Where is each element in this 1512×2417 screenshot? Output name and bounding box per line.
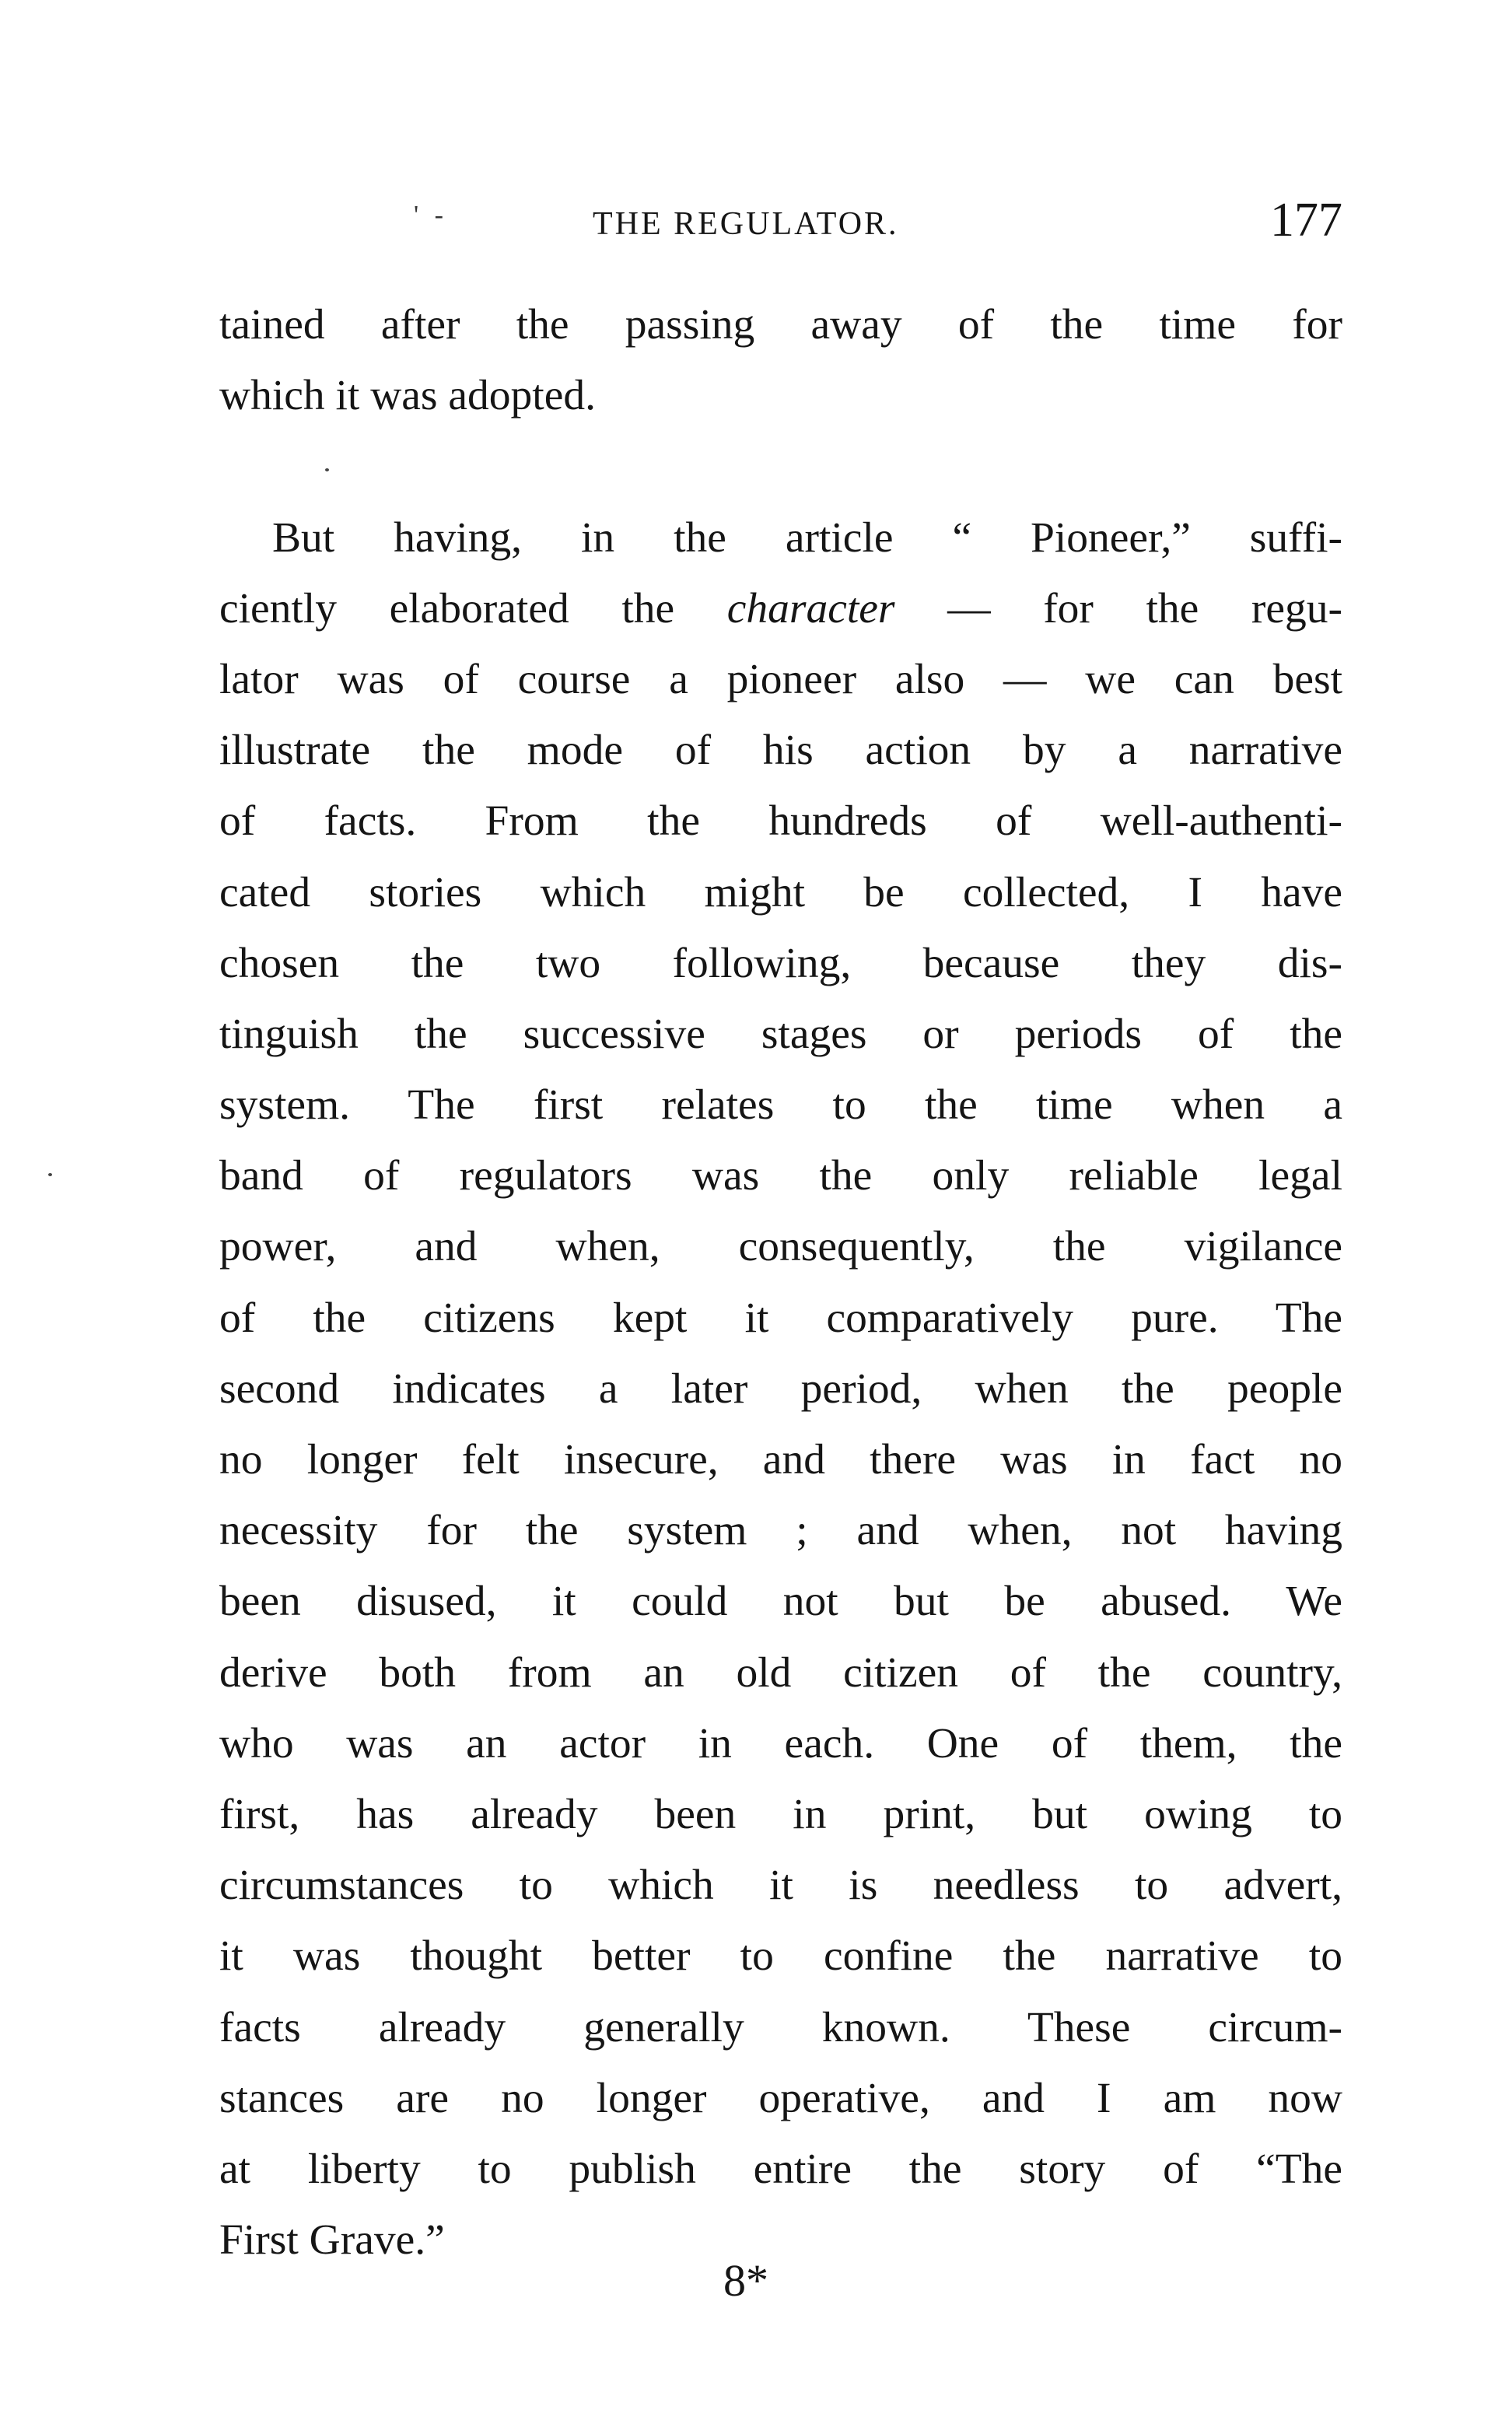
text-line: derive both from an old citizen of the country, [219, 1648, 1342, 1697]
text-line: been disused, it could not but be abused. We [219, 1578, 1342, 1626]
text-line: power, and when, consequently, the vigilance [219, 1223, 1342, 1271]
text-line: But having, in the article “ Pioneer,” suffi- [272, 513, 1342, 562]
text-line: system. The first relates to the time when a [219, 1081, 1342, 1130]
paragraph-2 [219, 503, 1342, 2276]
text-line: cated stories which might be collected, I have [219, 868, 1342, 916]
paragraph-gap [219, 431, 1342, 502]
text-line: lator was of course a pioneer also — we can best [219, 655, 1342, 703]
signature-mark: 8* [723, 2255, 768, 2306]
text-fragment: ciently elaborated the [219, 584, 727, 632]
page-number: 177 [1270, 194, 1342, 247]
text-line: circumstances to which it is needless to advert, [219, 1862, 1342, 1910]
text-line: at liberty to publish entire the story of “The [219, 2145, 1342, 2193]
text-line: who was an actor in each. One of them, the [219, 1719, 1342, 1767]
text-line: necessity for the system ; and when, not having [219, 1507, 1342, 1555]
text-line: illustrate the mode of his action by a narrative [219, 727, 1342, 775]
text-line: tinguish the successive stages or periods of the [219, 1010, 1342, 1058]
text-line: tained after the passing away of the time for [219, 301, 1342, 349]
text-line: First Grave.” [219, 2216, 445, 2265]
running-head: THE REGULATOR. [593, 206, 899, 242]
text-line: facts already generally known. These circum- [219, 2003, 1342, 2051]
text-line: first, has already been in print, but owing to [219, 1790, 1342, 1838]
text-line: chosen the two following, because they dis- [219, 939, 1342, 987]
text-line-with-italic [219, 573, 1342, 644]
ink-speck [325, 468, 329, 471]
header-mark: ' - [414, 201, 448, 229]
text-line: band of regulators was the only reliable legal [219, 1152, 1342, 1200]
page-header [219, 187, 1342, 257]
paragraph-1 [219, 289, 1342, 431]
italic-word: character [726, 584, 895, 632]
ink-speck [48, 1173, 52, 1176]
text-line: stances are no longer operative, and I am now [219, 2074, 1342, 2122]
text-line: second indicates a later period, when the people [219, 1364, 1342, 1413]
body-text [219, 289, 1342, 2275]
text-line: of the citizens kept it comparatively pure. The [219, 1294, 1342, 1342]
text-line: of facts. From the hundreds of well-authenti- [219, 797, 1342, 846]
text-line: it was thought better to confine the narrative to [219, 1932, 1342, 1981]
text-line: which it was adopted. [219, 372, 596, 420]
text-line: no longer felt insecure, and there was in fact no [219, 1436, 1342, 1483]
text-fragment: — for the regu- [894, 584, 1342, 632]
